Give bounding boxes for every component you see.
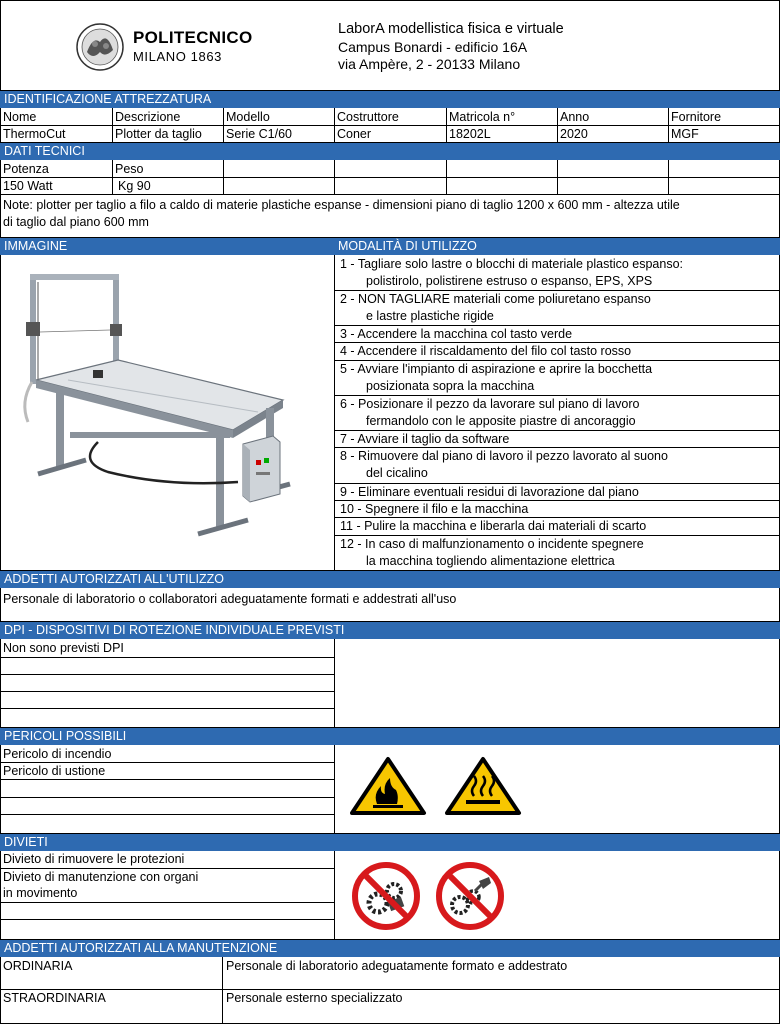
usage-step-line: 12 - In caso di malfunzionamento o incidente spegnere bbox=[340, 537, 644, 551]
grid-line bbox=[0, 177, 780, 178]
grid-line bbox=[334, 639, 335, 727]
usage-step-line: 6 - Posizionare il pezzo da lavorare sul piano di lavoro bbox=[340, 397, 640, 411]
grid-line bbox=[334, 342, 780, 343]
grid-line bbox=[0, 674, 334, 675]
logo-seal-icon bbox=[75, 22, 125, 72]
tech-header-power: Potenza bbox=[3, 162, 49, 176]
grid-line bbox=[0, 237, 780, 238]
address-line-2: via Ampère, 2 - 20133 Milano bbox=[338, 56, 521, 72]
tech-value-power: 150 Watt bbox=[3, 179, 53, 193]
technical-note-line-2: di taglio dal piano 600 mm bbox=[3, 215, 149, 229]
hazards-title: PERICOLI POSSIBILI bbox=[0, 728, 780, 745]
identification-title: IDENTIFICAZIONE ATTREZZATURA bbox=[0, 91, 780, 108]
tech-value-weight: Kg 90 bbox=[118, 179, 151, 193]
maintenance-ordinary-value: Personale di laboratorio adeguatamente formato e addestrato bbox=[226, 959, 568, 973]
usage-step-line: 2 - NON TAGLIARE materiali come poliuretano espanso bbox=[340, 292, 651, 306]
grid-line bbox=[446, 108, 447, 142]
grid-line bbox=[0, 621, 780, 622]
grid-line bbox=[334, 483, 780, 484]
usage-step bbox=[340, 536, 780, 570]
address-line-1: Campus Bonardi - edificio 16A bbox=[338, 39, 528, 55]
usage-step-line: 7 - Avviare il taglio da software bbox=[340, 432, 510, 446]
usage-step bbox=[340, 501, 780, 518]
usage-step-line: 4 - Accendere il riscaldamento del filo col tasto rosso bbox=[340, 344, 632, 358]
usage-step bbox=[340, 326, 780, 343]
grid-line bbox=[557, 160, 558, 194]
usage-step bbox=[340, 518, 780, 535]
usage-step-line: e lastre plastiche rigide bbox=[366, 309, 494, 323]
grid-line bbox=[0, 939, 780, 940]
grid-line bbox=[0, 779, 334, 780]
prohibition-item-2-line-1: Divieto di manutenzione con organi bbox=[3, 870, 199, 884]
usage-step bbox=[340, 361, 780, 395]
grid-line bbox=[0, 814, 334, 815]
usage-step-line: del cicalino bbox=[366, 466, 428, 480]
grid-line bbox=[0, 142, 780, 143]
usage-step-line: la macchina togliendo alimentazione elettrica bbox=[366, 554, 615, 568]
no-maintenance-moving-parts-icon bbox=[435, 861, 505, 931]
grid-line bbox=[334, 160, 335, 194]
usage-step-line: 9 - Eliminare eventuali residui di lavorazione dal piano bbox=[340, 485, 639, 499]
usage-step bbox=[340, 484, 780, 501]
grid-line bbox=[334, 535, 780, 536]
grid-line bbox=[0, 90, 780, 91]
grid-line bbox=[334, 108, 335, 142]
grid-line bbox=[0, 762, 334, 763]
fire-hazard-icon bbox=[349, 756, 427, 816]
grid-line bbox=[112, 160, 113, 194]
logo-sub: MILANO 1863 bbox=[133, 49, 222, 64]
grid-line bbox=[334, 430, 780, 431]
usage-step bbox=[340, 291, 780, 325]
usage-step bbox=[340, 343, 780, 360]
ident-value-description: Plotter da taglio bbox=[115, 127, 202, 141]
maintenance-title: ADDETTI AUTORIZZATI ALLA MANUTENZIONE bbox=[0, 940, 780, 957]
grid-line bbox=[334, 290, 780, 291]
logo bbox=[75, 22, 265, 72]
grid-line bbox=[334, 851, 335, 939]
usage-title: MODALITÀ DI UTILIZZO bbox=[338, 239, 477, 253]
grid-line bbox=[446, 160, 447, 194]
hot-surface-hazard-icon bbox=[444, 756, 522, 816]
grid-line bbox=[0, 833, 780, 834]
ident-header-serial: Matricola n° bbox=[449, 110, 516, 124]
ident-header-model: Modello bbox=[226, 110, 270, 124]
hazard-item: Pericolo di ustione bbox=[3, 764, 106, 778]
maintenance-extra-value: Personale esterno specializzato bbox=[226, 991, 403, 1005]
grid-line bbox=[557, 108, 558, 142]
ppe-item: Non sono previsti DPI bbox=[3, 641, 124, 655]
grid-line bbox=[0, 989, 780, 990]
authorized-use-title: ADDETTI AUTORIZZATI ALL'UTILIZZO bbox=[0, 571, 780, 588]
usage-step bbox=[340, 431, 780, 448]
prohibitions-title: DIVIETI bbox=[0, 834, 780, 851]
ident-value-supplier: MGF bbox=[671, 127, 699, 141]
grid-line bbox=[0, 868, 334, 869]
usage-step bbox=[340, 448, 780, 482]
usage-step-line: 3 - Accendere la macchina col tasto verde bbox=[340, 327, 573, 341]
ident-header-description: Descrizione bbox=[115, 110, 181, 124]
usage-step-line: fermandolo con le apposite piastre di ancoraggio bbox=[366, 414, 636, 428]
grid-line bbox=[223, 160, 224, 194]
ident-value-name: ThermoCut bbox=[3, 127, 66, 141]
grid-line bbox=[0, 691, 334, 692]
prohibition-item-2-line-2: in movimento bbox=[3, 886, 78, 900]
ident-header-supplier: Fornitore bbox=[671, 110, 722, 124]
ident-header-year: Anno bbox=[560, 110, 590, 124]
grid-line bbox=[112, 108, 113, 142]
authorized-use-text: Personale di laboratorio o collaboratori adeguatamente formati e addestrati all'uso bbox=[3, 592, 457, 606]
grid-line bbox=[334, 500, 780, 501]
ppe-title: DPI - DISPOSITIVI DI ROTEZIONE INDIVIDUALE PREVISTI bbox=[0, 622, 780, 639]
grid-line bbox=[668, 160, 669, 194]
usage-step-line: 8 - Rimuovere dal piano di lavoro il pezzo lavorato al suono bbox=[340, 449, 668, 463]
grid-line bbox=[0, 727, 780, 728]
logo-name: POLITECNICO bbox=[133, 28, 253, 47]
grid-line bbox=[334, 447, 780, 448]
ident-value-manufacturer: Coner bbox=[337, 127, 372, 141]
maintenance-ordinary-label: ORDINARIA bbox=[3, 959, 73, 973]
grid-line bbox=[0, 708, 334, 709]
grid-line bbox=[222, 957, 223, 1024]
grid-line bbox=[0, 657, 334, 658]
prohibition-item-1: Divieto di rimuovere le protezioni bbox=[3, 852, 185, 866]
grid-line bbox=[0, 194, 780, 195]
grid-line bbox=[0, 125, 780, 126]
grid-line bbox=[334, 395, 780, 396]
grid-line bbox=[0, 797, 334, 798]
usage-step-line: 10 - Spegnere il filo e la macchina bbox=[340, 502, 529, 516]
usage-step-line: 5 - Avviare l'impianto di aspirazione e aprire la bocchetta bbox=[340, 362, 653, 376]
grid-line bbox=[0, 919, 334, 920]
grid-line bbox=[668, 108, 669, 142]
usage-step bbox=[340, 256, 780, 290]
technical-note-line-1: Note: plotter per taglio a filo a caldo di materie plastiche espanse - dimensioni piano di taglio 1200 x 600 mm - altezza utile bbox=[3, 198, 680, 212]
ident-value-serial: 18202L bbox=[449, 127, 491, 141]
grid-line bbox=[334, 517, 780, 518]
ident-value-model: Serie C1/60 bbox=[226, 127, 293, 141]
no-remove-guards-icon bbox=[351, 861, 421, 931]
usage-step-line: polistirolo, polistirene estruso o espanso, EPS, XPS bbox=[366, 274, 653, 288]
usage-step-line: 1 - Tagliare solo lastre o blocchi di materiale plastico espanso: bbox=[340, 257, 684, 271]
grid-line bbox=[334, 745, 335, 833]
ident-header-name: Nome bbox=[3, 110, 37, 124]
image-title: IMMAGINE bbox=[4, 239, 68, 253]
lab-title: LaborA modellistica fisica e virtuale bbox=[338, 21, 564, 37]
grid-line bbox=[223, 108, 224, 142]
ident-header-manufacturer: Costruttore bbox=[337, 110, 399, 124]
usage-step-line: posizionata sopra la macchina bbox=[366, 379, 535, 393]
ident-value-year: 2020 bbox=[560, 127, 588, 141]
technical-title: DATI TECNICI bbox=[0, 143, 780, 160]
image-usage-band bbox=[0, 238, 780, 255]
maintenance-extra-label: STRAORDINARIA bbox=[3, 991, 106, 1005]
grid-line bbox=[334, 325, 780, 326]
grid-line bbox=[0, 902, 334, 903]
tech-header-weight: Peso bbox=[115, 162, 144, 176]
grid-line bbox=[0, 570, 780, 571]
grid-line bbox=[334, 360, 780, 361]
usage-step bbox=[340, 396, 780, 430]
grid-line bbox=[334, 255, 335, 571]
usage-step-line: 11 - Pulire la macchina e liberarla dai materiali di scarto bbox=[340, 519, 647, 533]
hazard-item: Pericolo di incendio bbox=[3, 747, 112, 761]
machine-image bbox=[18, 262, 318, 562]
